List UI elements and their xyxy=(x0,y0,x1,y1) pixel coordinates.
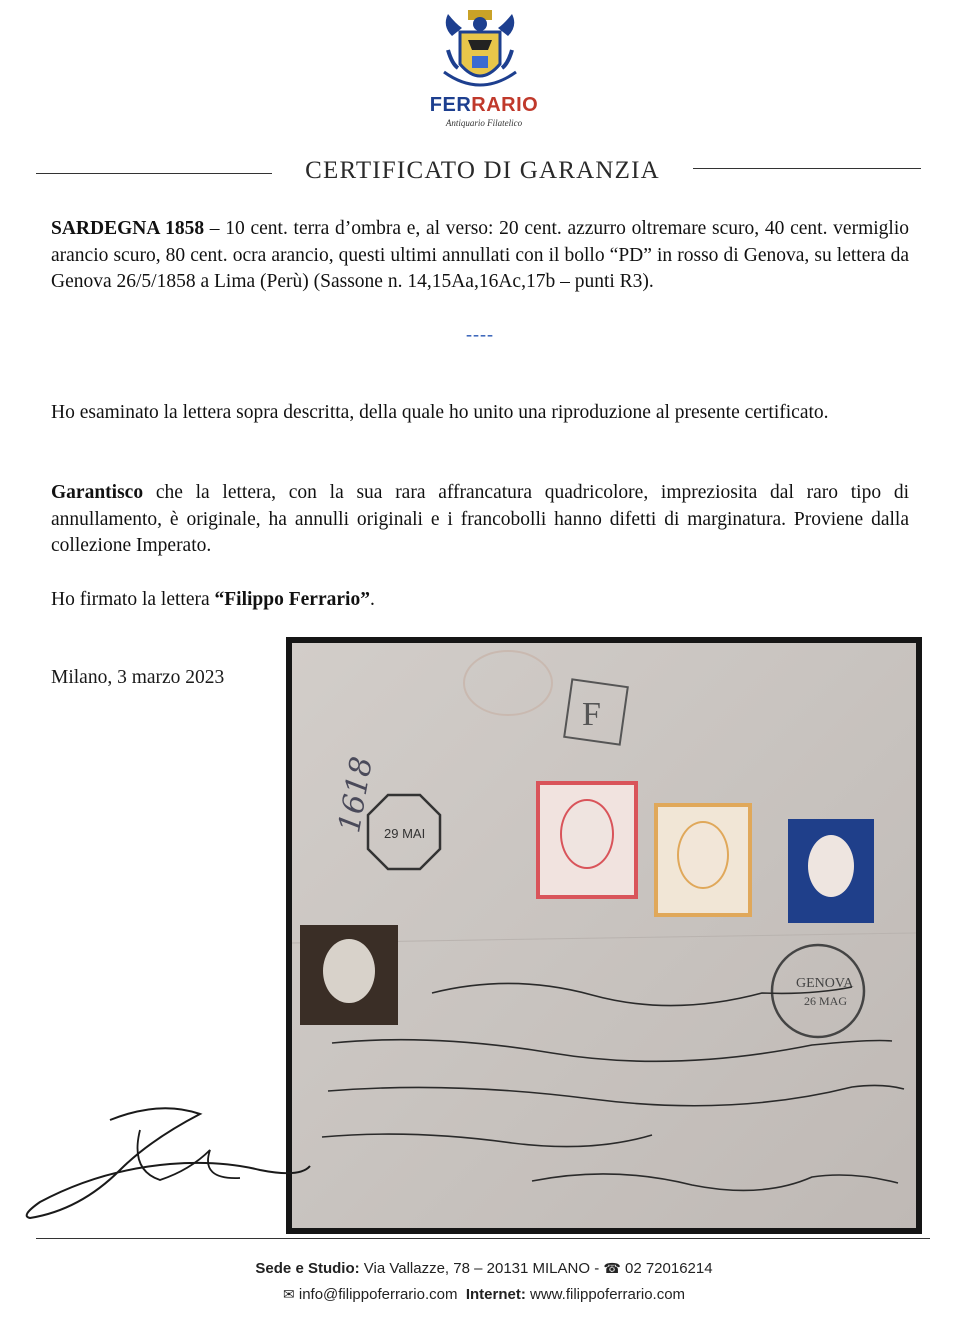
title-rule-right xyxy=(693,168,921,169)
footer-website[interactable]: www.filippoferrario.com xyxy=(525,1286,686,1303)
phone-fax-icon: ☎ xyxy=(603,1260,621,1276)
description-lead: SARDEGNA 1858 xyxy=(51,218,205,239)
separator: ---- xyxy=(466,324,494,344)
guarantee-text: che la lettera, con la sua rara affrancatura quadricolore, impreziosita dal raro tipo di annullamento, è originale, ha annulli originali e i francobolli hanno difetti di marginatura. Proviene dalla collezione Imperato. xyxy=(51,482,909,556)
envelope-icon: ✉ xyxy=(282,1286,295,1302)
address-handwriting xyxy=(292,643,916,1228)
guarantee-lead: Garantisco xyxy=(51,482,144,503)
footer-contact-line: ✉ info@filippoferrario.com Internet: www.filippoferrario.com xyxy=(282,1286,686,1303)
footer-phone: 02 72016214 xyxy=(620,1260,713,1277)
logo-tagline: Antiquario Filatelico xyxy=(445,118,523,128)
lot-description xyxy=(51,216,909,296)
footer-rule xyxy=(36,1238,930,1239)
handwritten-signature xyxy=(10,1100,320,1230)
guarantee-paragraph xyxy=(51,480,909,560)
letter-photo xyxy=(286,637,922,1234)
svg-text:GENOVA: GENOVA xyxy=(796,976,854,991)
title-rule-left xyxy=(36,173,272,174)
coat-of-arms-logo xyxy=(438,6,522,94)
exam-paragraph: Ho esaminato la lettera sopra descritta, della quale ho unito una riproduzione al presente certificato. xyxy=(51,402,829,423)
footer-address-line: Sede e Studio: Via Vallazze, 78 – 20131 MILANO - ☎ 02 72016214 xyxy=(255,1260,713,1277)
footer-email[interactable]: info@filippoferrario.com xyxy=(294,1286,458,1303)
letter-paper xyxy=(292,643,916,1228)
svg-text:F: F xyxy=(582,696,601,733)
signed-paragraph: Ho firmato la lettera “Filippo Ferrario”. xyxy=(51,589,375,610)
svg-text:1618: 1618 xyxy=(332,754,380,836)
logo-wordmark: FERRARIO xyxy=(429,94,539,116)
place-date: Milano, 3 marzo 2023 xyxy=(51,667,225,688)
signer-name: “Filippo Ferrario” xyxy=(214,589,370,610)
description-text: – 10 cent. terra d’ombra e, al verso: 20 cent. azzurro oltremare scuro, 40 cent. vermiglio arancio scuro, 80 cent. ocra arancio, questi ultimi annullati con il bollo “PD” in rosso di Genova, su lettera da Genova 26/5/1858 a Lima (Perù) (Sassone n. 14,15Aa,16Ac,17b – punti R3). xyxy=(51,218,909,292)
certificate-title: CERTIFICATO DI GARANZIA xyxy=(305,157,660,184)
svg-text:26 MAG: 26 MAG xyxy=(804,994,848,1008)
svg-text:29 MAI: 29 MAI xyxy=(384,826,426,841)
